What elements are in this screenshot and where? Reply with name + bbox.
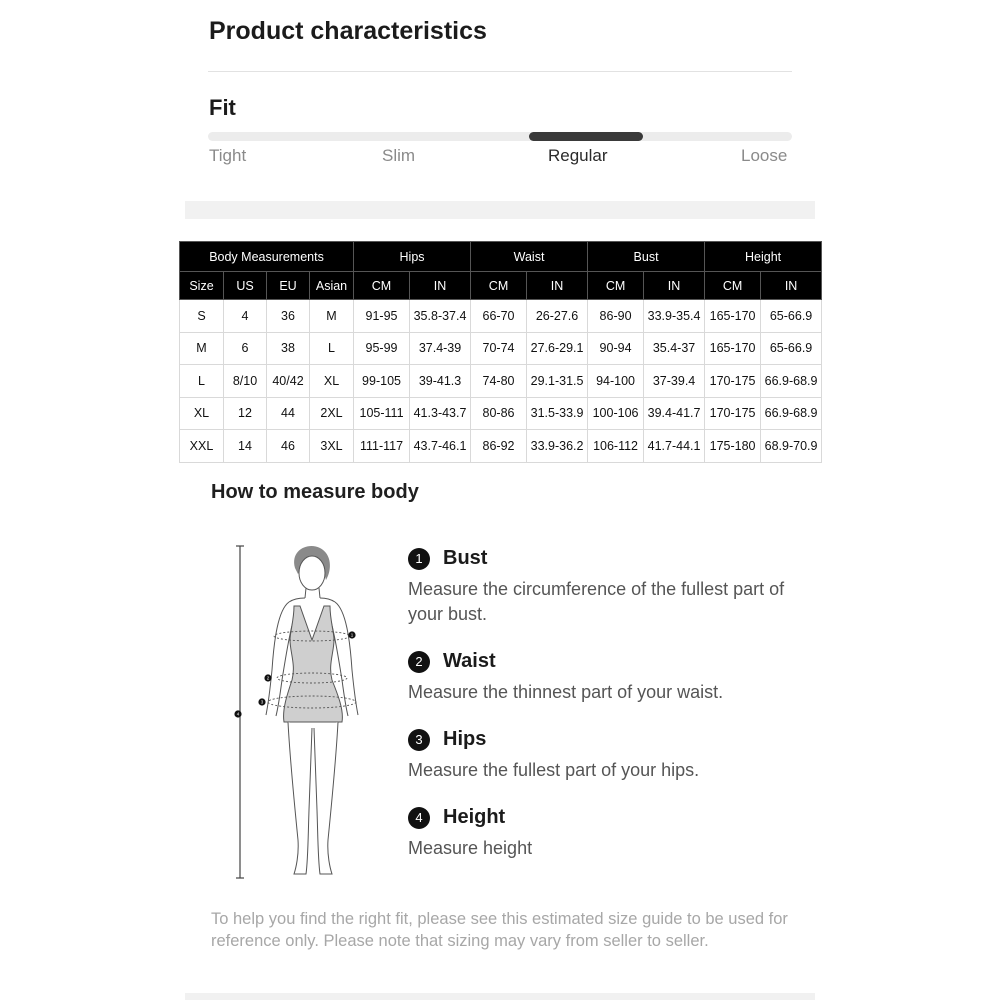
number-badge: 4 (408, 807, 430, 829)
table-cell: 37.4-39 (410, 332, 471, 365)
measure-item-name: Waist (443, 650, 496, 672)
table-cell: 65-66.9 (761, 300, 822, 333)
table-cell: 35.8-37.4 (410, 300, 471, 333)
table-cell: 65-66.9 (761, 332, 822, 365)
table-cell: 90-94 (588, 332, 644, 365)
table-row (180, 300, 822, 333)
table-group-header: Waist (471, 242, 588, 272)
measure-item-desc: Measure the thinnest part of your waist. (408, 682, 724, 702)
size-table-body (180, 300, 822, 463)
number-badge: 1 (408, 548, 430, 570)
table-group-header: Hips (354, 242, 471, 272)
table-cell: 165-170 (705, 300, 761, 333)
table-cell: 4 (224, 300, 267, 333)
table-cell: 14 (224, 430, 267, 463)
table-column-header: IN (644, 272, 705, 300)
table-cell: 39-41.3 (410, 365, 471, 398)
table-cell: 3XL (310, 430, 354, 463)
table-cell: 170-175 (705, 365, 761, 398)
table-cell: 35.4-37 (644, 332, 705, 365)
table-cell: 86-90 (588, 300, 644, 333)
number-badge: 2 (408, 651, 430, 673)
table-cell: 41.7-44.1 (644, 430, 705, 463)
table-row (180, 332, 822, 365)
table-cell: 111-117 (354, 430, 410, 463)
table-cell: XL (180, 397, 224, 430)
size-chart-table (179, 241, 822, 463)
table-cell: L (180, 365, 224, 398)
table-cell: XL (310, 365, 354, 398)
body-measurement-figure (232, 540, 382, 885)
table-group-header: Height (705, 242, 822, 272)
measure-item-desc: Measure the fullest part of your hips. (408, 760, 700, 780)
table-cell: 170-175 (705, 397, 761, 430)
table-row (180, 397, 822, 430)
table-cell: 86-92 (471, 430, 527, 463)
size-guide-disclaimer: To help you find the right fit, please see this estimated size guide to be used for reference only. Please note that sizing may vary from seller to seller. (211, 910, 788, 950)
table-cell: 66.9-68.9 (761, 365, 822, 398)
table-cell: XXL (180, 430, 224, 463)
table-cell: 68.9-70.9 (761, 430, 822, 463)
table-cell: 165-170 (705, 332, 761, 365)
table-column-header: IN (527, 272, 588, 300)
table-row (180, 365, 822, 398)
table-cell: 27.6-29.1 (527, 332, 588, 365)
measure-item-desc: Measure height (408, 838, 533, 858)
table-cell: 38 (267, 332, 310, 365)
table-column-header: CM (705, 272, 761, 300)
fit-option-tight: Tight (209, 146, 247, 165)
table-cell: 105-111 (354, 397, 410, 430)
figure-marker-bust-label: 1 (350, 632, 354, 638)
table-cell: 95-99 (354, 332, 410, 365)
table-cell: 99-105 (354, 365, 410, 398)
table-cell: 41.3-43.7 (410, 397, 471, 430)
fit-scale-indicator (529, 132, 643, 141)
header-divider (208, 71, 792, 72)
table-cell: 74-80 (471, 365, 527, 398)
figure-marker-waist-label: 2 (266, 675, 270, 681)
table-column-header: Size (180, 272, 224, 300)
table-cell: 44 (267, 397, 310, 430)
table-cell: 175-180 (705, 430, 761, 463)
measure-item-name: Height (443, 806, 506, 828)
table-cell: 94-100 (588, 365, 644, 398)
table-cell: M (180, 332, 224, 365)
figure-marker-height-label: 4 (236, 711, 240, 717)
table-cell: 66.9-68.9 (761, 397, 822, 430)
measure-item-desc: Measure the circumference of the fullest part of your bust. (408, 579, 785, 624)
table-cell: 100-106 (588, 397, 644, 430)
table-cell: 46 (267, 430, 310, 463)
table-cell: L (310, 332, 354, 365)
table-cell: M (310, 300, 354, 333)
table-column-header: CM (588, 272, 644, 300)
table-cell: 66-70 (471, 300, 527, 333)
table-cell: 106-112 (588, 430, 644, 463)
table-cell: 2XL (310, 397, 354, 430)
table-cell: 91-95 (354, 300, 410, 333)
table-column-header: EU (267, 272, 310, 300)
table-cell: 33.9-35.4 (644, 300, 705, 333)
table-cell: 36 (267, 300, 310, 333)
table-cell: 8/10 (224, 365, 267, 398)
table-cell: 6 (224, 332, 267, 365)
table-column-header: US (224, 272, 267, 300)
table-cell: 40/42 (267, 365, 310, 398)
number-badge: 3 (408, 729, 430, 751)
figure-marker-hips-label: 3 (260, 699, 264, 705)
table-cell: 12 (224, 397, 267, 430)
table-cell: 70-74 (471, 332, 527, 365)
table-group-header: Body Measurements (180, 242, 354, 272)
measure-item-name: Hips (443, 728, 487, 750)
table-column-header: CM (471, 272, 527, 300)
table-cell: 29.1-31.5 (527, 365, 588, 398)
table-cell: 39.4-41.7 (644, 397, 705, 430)
table-column-header: IN (761, 272, 822, 300)
measure-item-name: Bust (443, 547, 488, 569)
table-cell: 37-39.4 (644, 365, 705, 398)
fit-option-slim: Slim (382, 146, 416, 165)
table-column-header: IN (410, 272, 471, 300)
table-column-header: CM (354, 272, 410, 300)
table-cell: 31.5-33.9 (527, 397, 588, 430)
fit-scale-track (208, 132, 792, 141)
measure-section-title: How to measure body (211, 481, 419, 503)
table-column-header: Asian (310, 272, 354, 300)
table-cell: 43.7-46.1 (410, 430, 471, 463)
bottom-separator (185, 993, 815, 1000)
fit-option-loose: Loose (741, 146, 788, 165)
section-separator (185, 201, 815, 219)
table-group-header: Bust (588, 242, 705, 272)
table-cell: 26-27.6 (527, 300, 588, 333)
table-cell: 80-86 (471, 397, 527, 430)
fit-option-regular: Regular (548, 146, 608, 165)
table-cell: 33.9-36.2 (527, 430, 588, 463)
fit-label: Fit (209, 95, 236, 120)
table-row (180, 430, 822, 463)
table-cell: S (180, 300, 224, 333)
page-title: Product characteristics (209, 17, 487, 45)
